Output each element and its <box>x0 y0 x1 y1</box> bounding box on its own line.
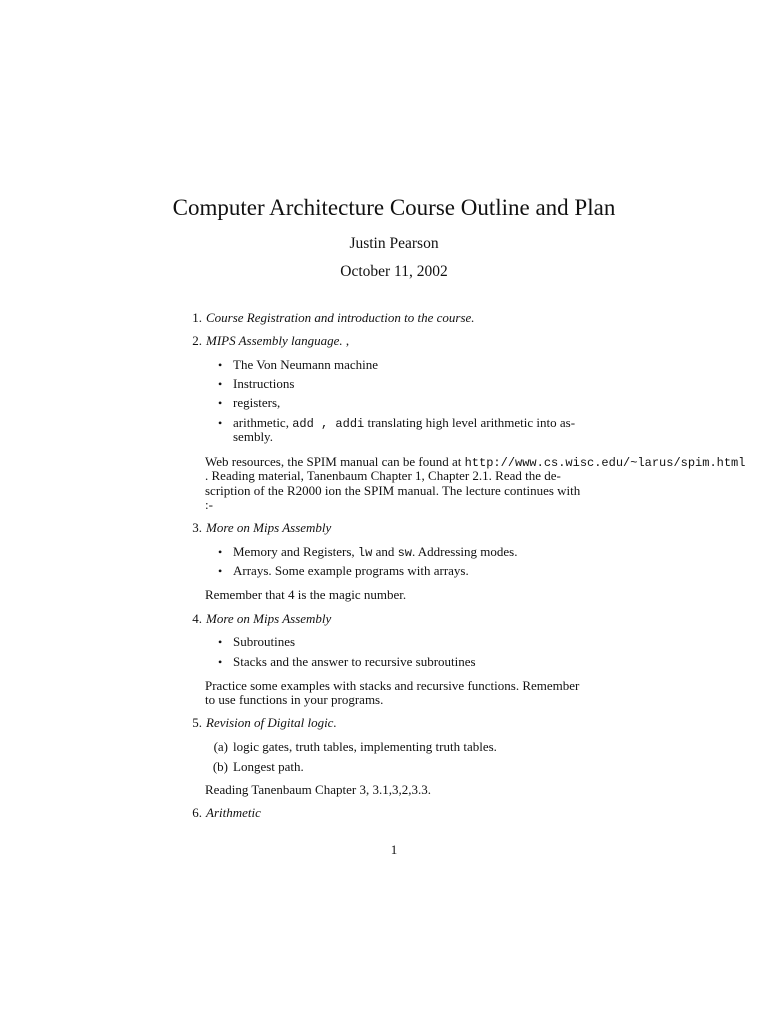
list-item: Stacks and the answer to recursive subroutines <box>233 654 476 669</box>
bullet-icon: • <box>218 377 223 391</box>
item-heading-suffix: , <box>342 333 350 348</box>
item-heading: MIPS Assembly language. <box>206 333 343 348</box>
item-number: 1. <box>192 310 202 325</box>
page-number: 1 <box>390 842 398 857</box>
item-heading: Revision of Digital logic. <box>206 715 337 730</box>
sub-item: Longest path. <box>233 759 304 774</box>
item-heading: Arithmetic <box>206 805 261 820</box>
list-item-continuation: sembly. <box>233 429 273 444</box>
paragraph-line: Practice some examples with stacks and recursive functions. Remember <box>205 678 580 693</box>
list-item: Instructions <box>233 376 295 391</box>
item-heading: More on Mips Assembly <box>206 611 332 626</box>
bullet-icon: • <box>218 655 223 669</box>
bullet-icon: • <box>218 564 223 578</box>
list-item: registers, <box>233 395 281 410</box>
list-item: Subroutines <box>233 634 296 649</box>
page-title: Computer Architecture Course Outline and Plan <box>172 195 616 220</box>
item-number: 3. <box>192 520 202 535</box>
code-snippet: add , addi <box>292 417 365 431</box>
paragraph-line: scription of the R2000 ion the SPIM manual. The lecture continues with <box>205 483 581 498</box>
code-snippet: sw <box>397 546 413 560</box>
list-item-text: and <box>372 544 398 559</box>
item-number: 5. <box>192 715 202 730</box>
bullet-icon: • <box>218 396 223 410</box>
list-item-text: Memory and Registers, <box>233 544 358 559</box>
list-item: The Von Neumann machine <box>233 357 379 372</box>
item-heading-line <box>206 334 349 348</box>
bullet-icon: • <box>218 358 223 372</box>
bullet-icon: • <box>218 635 223 649</box>
sub-item-label: (b) <box>212 759 228 774</box>
paragraph-line: . Reading material, Tanenbaum Chapter 1, Chapter 2.1. Read the de- <box>205 468 561 483</box>
author: Justin Pearson <box>349 235 439 252</box>
bullet-icon: • <box>218 545 223 559</box>
list-item-line <box>233 545 517 560</box>
list-item-text: . Addressing modes. <box>412 544 518 559</box>
bullet-icon: • <box>218 416 223 430</box>
spim-url-link[interactable]: http://www.cs.wisc.edu/~larus/spim.html <box>464 456 746 470</box>
item-number: 6. <box>192 805 202 820</box>
item-number: 2. <box>192 333 202 348</box>
item-number: 4. <box>192 611 202 626</box>
paragraph-line: to use functions in your programs. <box>205 692 384 707</box>
list-item-line <box>233 416 575 431</box>
list-item-text: translating high level arithmetic into as- <box>364 415 576 430</box>
sub-item: logic gates, truth tables, implementing truth tables. <box>233 739 497 754</box>
list-item-text: arithmetic, <box>233 415 293 430</box>
paragraph-text: Web resources, the SPIM manual can be found at <box>205 454 465 469</box>
date: October 11, 2002 <box>340 263 448 280</box>
item-heading: More on Mips Assembly <box>206 520 332 535</box>
code-snippet: lw <box>357 546 373 560</box>
item-heading: Course Registration and introduction to the course. <box>206 310 475 325</box>
list-item: Arrays. Some example programs with arrays. <box>233 563 469 578</box>
paragraph-line: Remember that 4 is the magic number. <box>205 587 407 602</box>
sub-item-label: (a) <box>213 739 228 754</box>
paragraph-line: Reading Tanenbaum Chapter 3, 3.1,3,2,3.3. <box>205 782 431 797</box>
paragraph-line: :- <box>205 497 213 512</box>
